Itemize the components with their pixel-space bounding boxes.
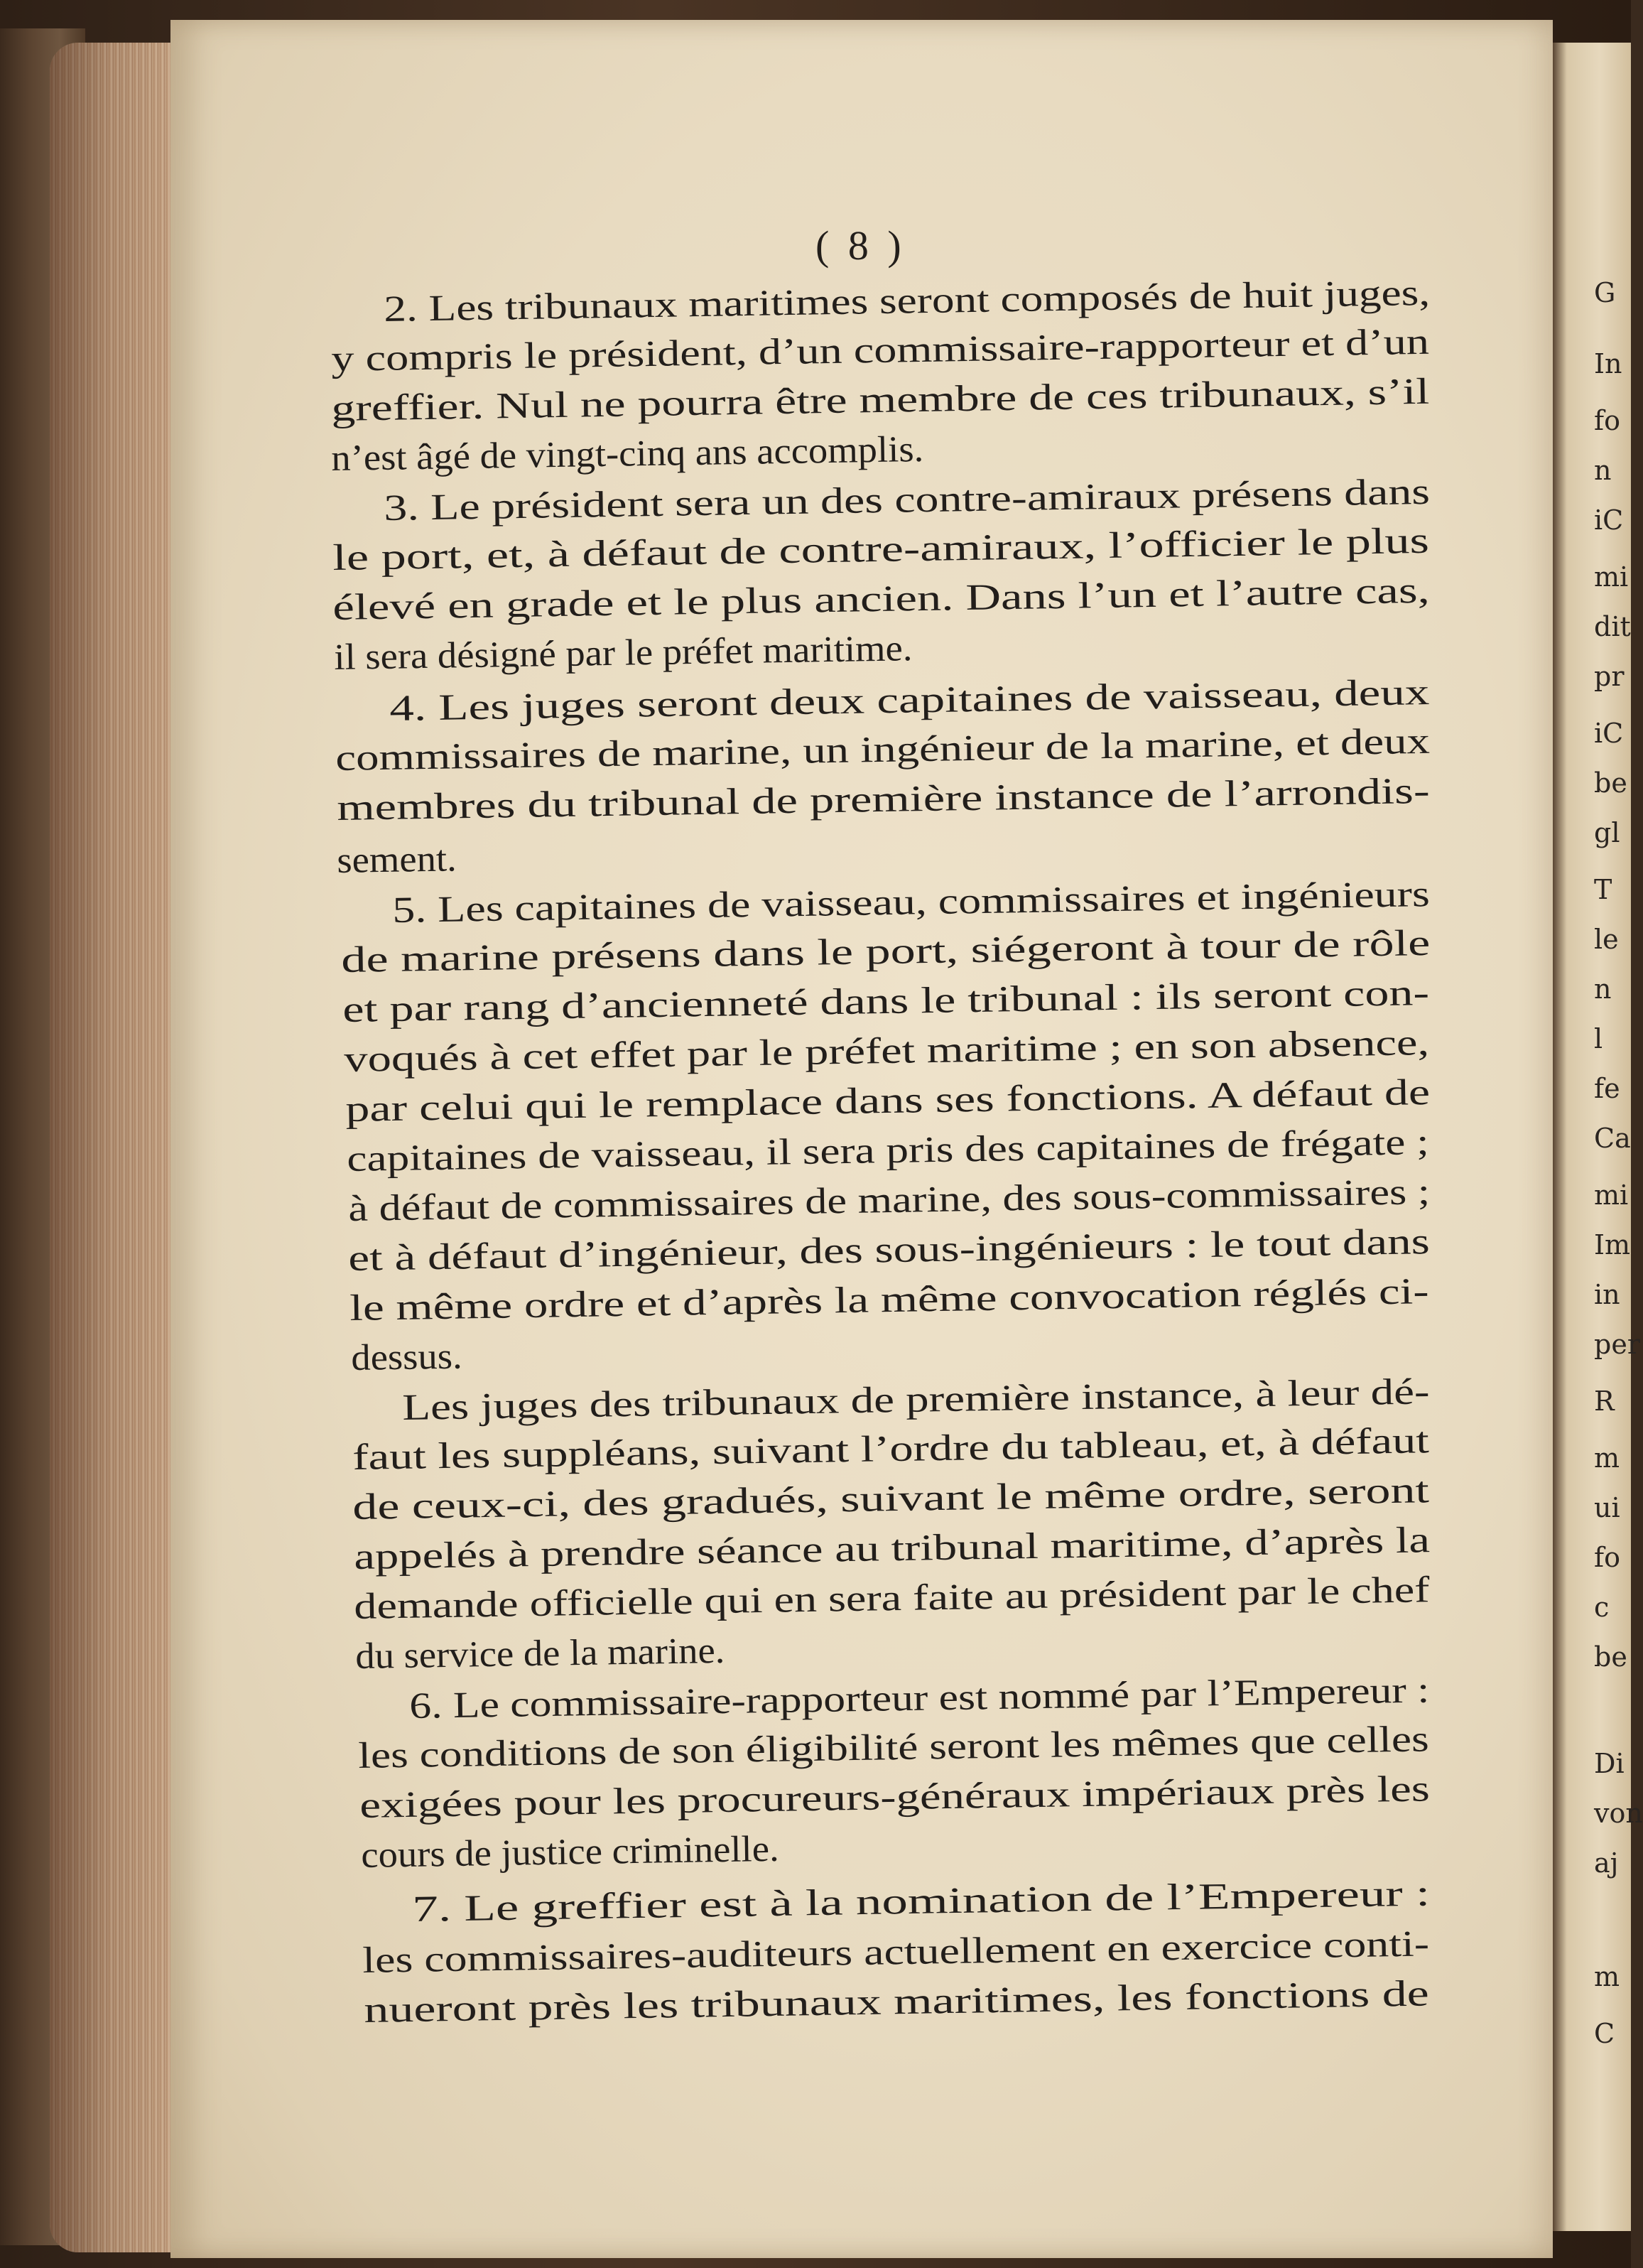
text-line: du service de la marine. <box>354 1630 725 1677</box>
text-line: membres du tribunal de première instance de l’arrondis- <box>336 770 1431 828</box>
text-line: de marine présens dans le port, siégeront à tour de rôle <box>340 922 1431 981</box>
text-line: 4. Les juges seront deux capitaines de vaisseau, deux <box>389 672 1430 729</box>
facing-page-fragment: fo <box>1594 1542 1620 1573</box>
page-edges-shadow <box>50 43 185 2252</box>
facing-page-fragment: Im <box>1594 1229 1631 1260</box>
text-line: et par rang d’ancienneté dans le tribunal : ils seront con- <box>342 972 1430 1030</box>
facing-page-fragment: Ca <box>1594 1123 1631 1154</box>
facing-page-fragment: mi <box>1594 561 1629 593</box>
text-line: appelés à prendre séance au tribunal maritime, d’après la <box>353 1520 1431 1577</box>
facing-page-fragment: iC <box>1594 718 1624 749</box>
text-line: 7. Le greffier est à la nomination de l’Empereur : <box>411 1873 1431 1930</box>
facing-page-fragment: dit <box>1594 611 1631 642</box>
text-line: cours de justice criminelle. <box>360 1828 780 1876</box>
text-line: et à défaut d’ingénieur, des sous-ingénieurs : le tout dans <box>347 1221 1431 1279</box>
text-line: 2. Les tribunaux maritimes seront composés de huit juges, <box>383 272 1431 330</box>
text-line: nueront près les tribunaux maritimes, les fonctions de <box>363 1973 1430 2031</box>
facing-page-fragment: G <box>1594 277 1616 308</box>
facing-page-fragment: pr <box>1594 661 1625 692</box>
text-line: dessus. <box>350 1336 463 1378</box>
facing-page-fragment: gl <box>1594 817 1620 848</box>
text-line: greffier. Nul ne pourra être membre de ces tribunaux, s’il <box>330 371 1430 429</box>
text-line: à défaut de commissaires de marine, des sous-commissaires ; <box>347 1172 1431 1229</box>
facing-page-fragment: m <box>1594 1961 1620 1992</box>
facing-page-fragment: c <box>1594 1592 1610 1623</box>
text-line: 3. Le président sera un des contre-amiraux présens dans <box>383 471 1431 529</box>
text-line: y compris le président, d’un commissaire-rapporteur et d’un <box>330 321 1430 379</box>
facing-page-fragment: fe <box>1594 1073 1620 1104</box>
facing-page-fragment: ui <box>1594 1492 1620 1523</box>
facing-page-fragment: be <box>1594 767 1627 799</box>
facing-page-fragment: R <box>1594 1386 1615 1417</box>
facing-page-fragment: In <box>1594 348 1622 379</box>
text-line: demande officielle qui en sera faite au président par le chef <box>353 1570 1430 1627</box>
text-line: capitaines de vaisseau, il sera pris des capitaines de frégate ; <box>346 1122 1430 1179</box>
text-line: 5. Les capitaines de vaisseau, commissaires et ingénieurs <box>391 874 1431 931</box>
text-line: par celui qui le remplace dans ses fonctions. A défaut de <box>345 1072 1431 1130</box>
facing-page-strip <box>1553 43 1643 2231</box>
text-line: les commissaires-auditeurs actuellement en exercice conti- <box>362 1923 1430 1981</box>
text-line: il sera désigné par le préfet maritime. <box>333 628 913 678</box>
text-line: élevé en grade et le plus ancien. Dans l’un et l’autre cas, <box>332 570 1431 628</box>
text-line: de ceux-ci, des gradués, suivant le même ordre, seront <box>352 1470 1430 1528</box>
text-line: le port, et, à défaut de contre-amiraux, l’officier le plus <box>332 520 1430 578</box>
text-line: n’est âgé de vingt-cinq ans accomplis. <box>330 428 924 479</box>
facing-page-fragment: per <box>1594 1329 1640 1360</box>
facing-page-fragment: fo <box>1594 405 1620 436</box>
text-line: exigées pour les procureurs-généraux impériaux près les <box>359 1768 1431 1826</box>
facing-page-fragment: m <box>1594 1442 1620 1474</box>
page-number: ( 8 ) <box>815 222 906 269</box>
text-line: voqués à cet effet par le préfet maritime ; en son absence, <box>343 1022 1430 1080</box>
facing-page-fragment: aj <box>1594 1847 1619 1879</box>
text-line: sement. <box>336 838 457 881</box>
text-line: commissaires de marine, un ingénieur de la marine, et deux <box>335 720 1431 779</box>
facing-page-fragment: l <box>1594 1023 1603 1054</box>
facing-page-fragment: iC <box>1594 504 1624 536</box>
text-line: le même ordre et d’après la même convocation réglés ci- <box>349 1271 1429 1329</box>
facing-page-fragment: be <box>1594 1641 1627 1673</box>
facing-page-fragment: T <box>1594 874 1612 905</box>
facing-page-fragment: mi <box>1594 1179 1629 1211</box>
facing-page-fragment: n <box>1594 973 1612 1005</box>
text-line: 6. Le commissaire-rapporteur est nommé par l’Empereur : <box>408 1670 1430 1727</box>
text-line: Les juges des tribunaux de première instance, à leur dé- <box>401 1371 1431 1428</box>
facing-page-fragment: von <box>1594 1798 1643 1829</box>
facing-page-fragment: Di <box>1594 1748 1625 1779</box>
facing-page-fragment: n <box>1594 455 1612 486</box>
text-line: les conditions de son éligibilité seront les mêmes que celles <box>357 1719 1430 1776</box>
text-line: faut les suppléans, suivant l’ordre du tableau, et, à défaut <box>352 1420 1430 1478</box>
facing-page-fragment: in <box>1594 1279 1620 1310</box>
facing-page-fragment: le <box>1594 924 1619 955</box>
facing-page-fragment: C <box>1594 2018 1615 2049</box>
